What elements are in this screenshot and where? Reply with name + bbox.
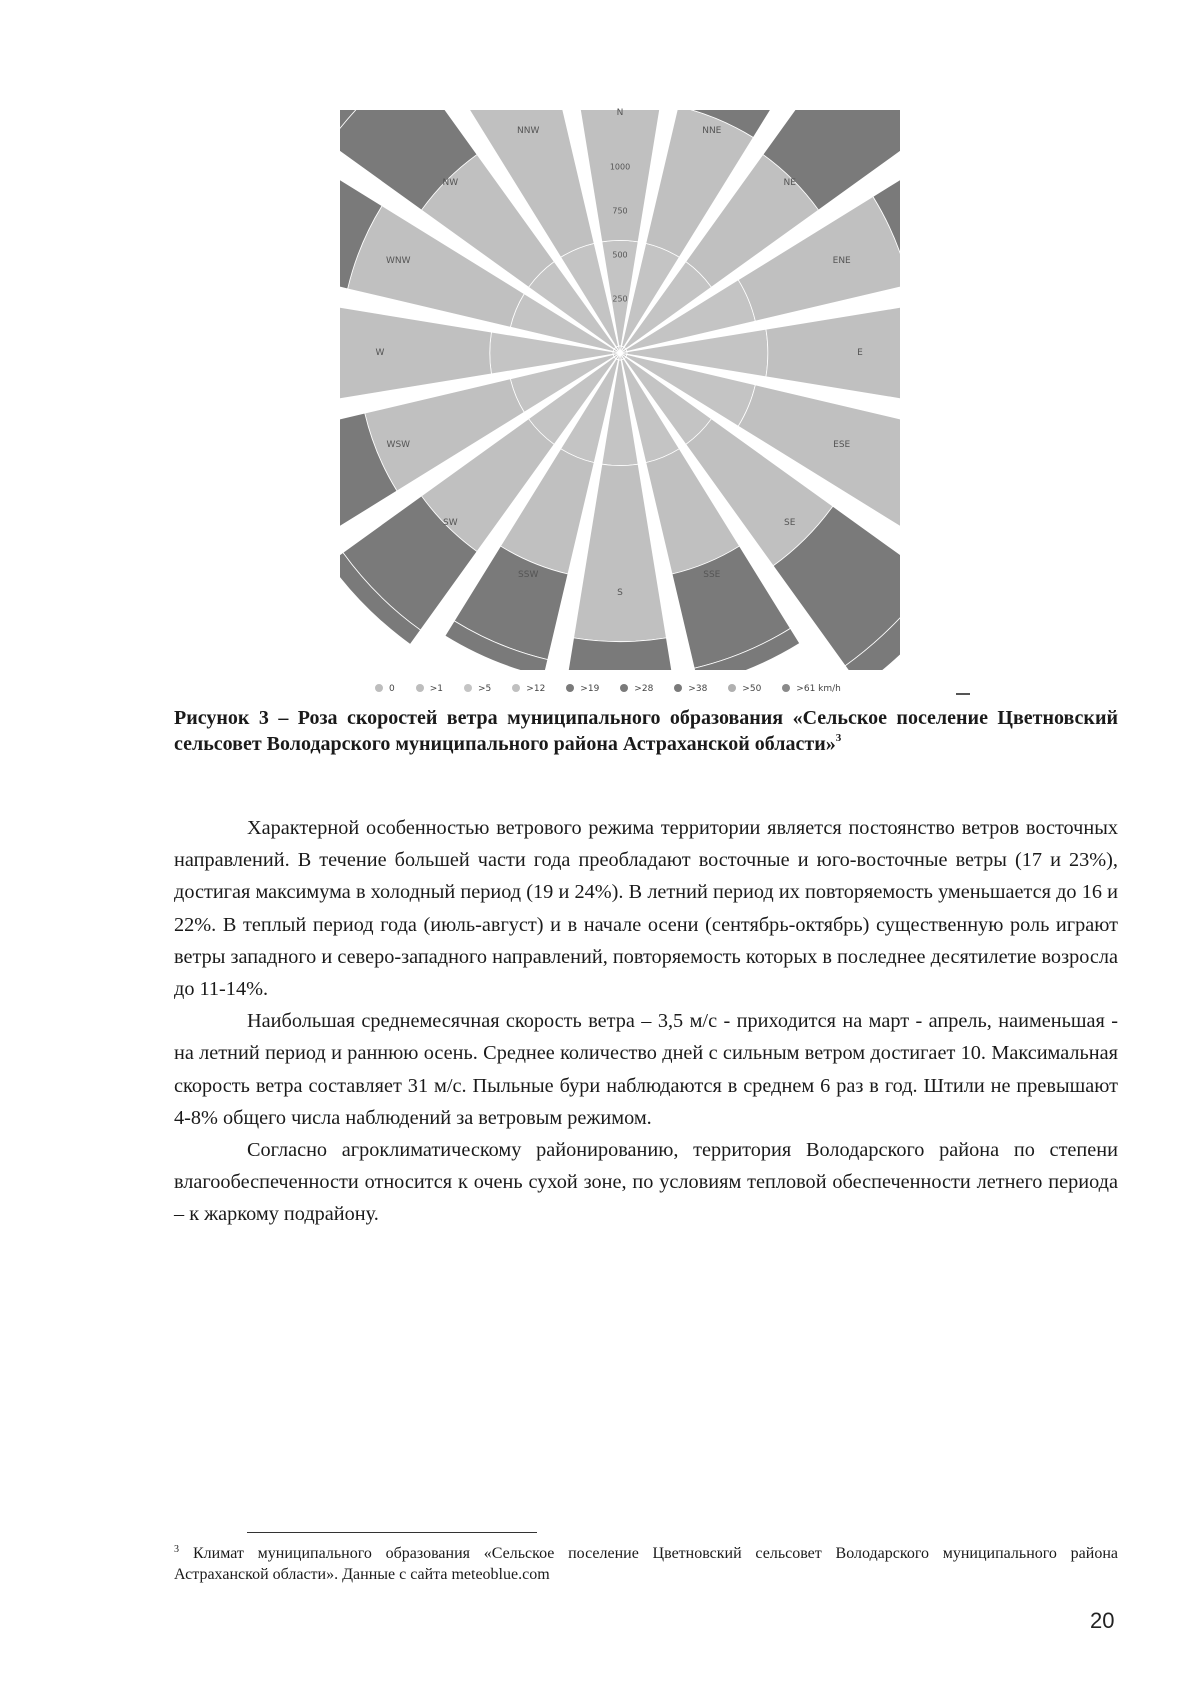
legend-item: [728, 684, 761, 694]
ring-label: 1000: [609, 162, 631, 172]
rose-segment-s-19: [552, 638, 687, 670]
legend-label: >12: [526, 684, 546, 694]
page-number: 20: [1090, 1608, 1115, 1633]
legend-item: [674, 684, 707, 694]
ring-label: 500: [612, 250, 628, 260]
footnote-number: 3: [174, 1544, 179, 1555]
legend-swatch: [512, 684, 520, 692]
direction-label-se: SE: [783, 517, 796, 528]
legend-swatch: [566, 684, 574, 692]
chart-legend: [375, 684, 975, 694]
body-text: [174, 812, 1118, 1231]
legend-label: >61 km/h: [796, 684, 841, 694]
caption-footnote-ref: 3: [835, 732, 842, 744]
legend-item: [464, 684, 491, 694]
paragraph-1: Характерной особенностью ветрового режима территории является постоянство ветров восточных направлений. В течение большей части года преобладают восточные и юго-восточные ветры (17 и 23%), достигая максимума в холодный период (19 и 24%). В летний период их повторяемость уменьшается до 16 и 22%. В теплый период года (июль-август) и в начале осени (сентябрь-октябрь) существенную роль играют ветры западного и северо-западного направлений, повторяемость которых в последнее десятилетие возросла до 11-14%.: [174, 817, 1118, 1001]
legend-swatch: [375, 684, 383, 692]
legend-swatch: [728, 684, 736, 692]
legend-label: >19: [580, 684, 600, 694]
direction-label-nw: NW: [442, 178, 459, 189]
legend-label: >5: [478, 684, 492, 694]
legend-label: >50: [742, 684, 762, 694]
footnote: [174, 1543, 1118, 1585]
footnote-text: Климат муниципального образования «Сельское поселение Цветновский сельсовет Володарского муниципального района Астраханской области». Данные с сайта meteoblue.com: [174, 1545, 1118, 1583]
wind-rose-svg: [340, 110, 900, 670]
direction-label-ene: ENE: [832, 256, 851, 267]
paragraph-2: Наибольшая среднемесячная скорость ветра – 3,5 м/с - приходится на март - апрель, наименьшая - на летний период и раннюю осень. Среднее количество дней с сильным ветром достигает 10. Максимальная скорость ветра составляет 31 м/с. Пыльные бури наблюдаются в среднем 6 раз в год. Штили не превышают 4-8% общего числа наблюдений за ветровым режимом.: [174, 1010, 1118, 1129]
legend-swatch: [620, 684, 628, 692]
legend-item: [512, 684, 545, 694]
wind-rose-chart: [340, 110, 900, 670]
legend-swatch: [674, 684, 682, 692]
direction-label-s: S: [617, 588, 623, 598]
ring-label: 750: [612, 206, 628, 216]
footnote-separator: [247, 1532, 537, 1533]
legend-item: [416, 684, 443, 694]
figure-caption: [174, 705, 1118, 757]
direction-label-sse: SSE: [703, 569, 721, 580]
legend-dash-mark: [956, 693, 970, 695]
legend-swatch: [464, 684, 472, 692]
direction-label-n: N: [616, 108, 624, 118]
legend-item: [782, 684, 841, 694]
direction-label-wnw: WNW: [386, 256, 411, 267]
direction-label-nnw: NNW: [517, 126, 540, 137]
legend-item: [566, 684, 599, 694]
legend-label: >38: [688, 684, 708, 694]
direction-label-wsw: WSW: [386, 439, 411, 450]
direction-label-ne: NE: [783, 178, 796, 189]
caption-text: Рисунок 3 – Роза скоростей ветра муниципального образования «Сельское поселение Цветновский сельсовет Володарского муниципального района Астраханской области»: [174, 707, 1118, 755]
direction-label-w: W: [375, 348, 385, 358]
direction-label-nne: NNE: [702, 126, 722, 137]
legend-swatch: [416, 684, 424, 692]
legend-label: 0: [389, 684, 395, 694]
direction-label-ese: ESE: [833, 439, 851, 450]
direction-label-ssw: SSW: [518, 569, 539, 580]
ring-label: 250: [612, 294, 628, 304]
direction-label-sw: SW: [442, 517, 458, 528]
paragraph-3: Согласно агроклиматическому районированию, территория Володарского района по степени влагообеспеченности относится к очень сухой зоне, по условиям тепловой обеспеченности летнего периода – к жаркому подрайону.: [174, 1139, 1118, 1226]
legend-swatch: [782, 684, 790, 692]
legend-label: >28: [634, 684, 654, 694]
legend-item: [375, 684, 395, 694]
legend-item: [620, 684, 653, 694]
legend-label: >1: [429, 684, 444, 694]
direction-label-e: E: [857, 348, 863, 358]
